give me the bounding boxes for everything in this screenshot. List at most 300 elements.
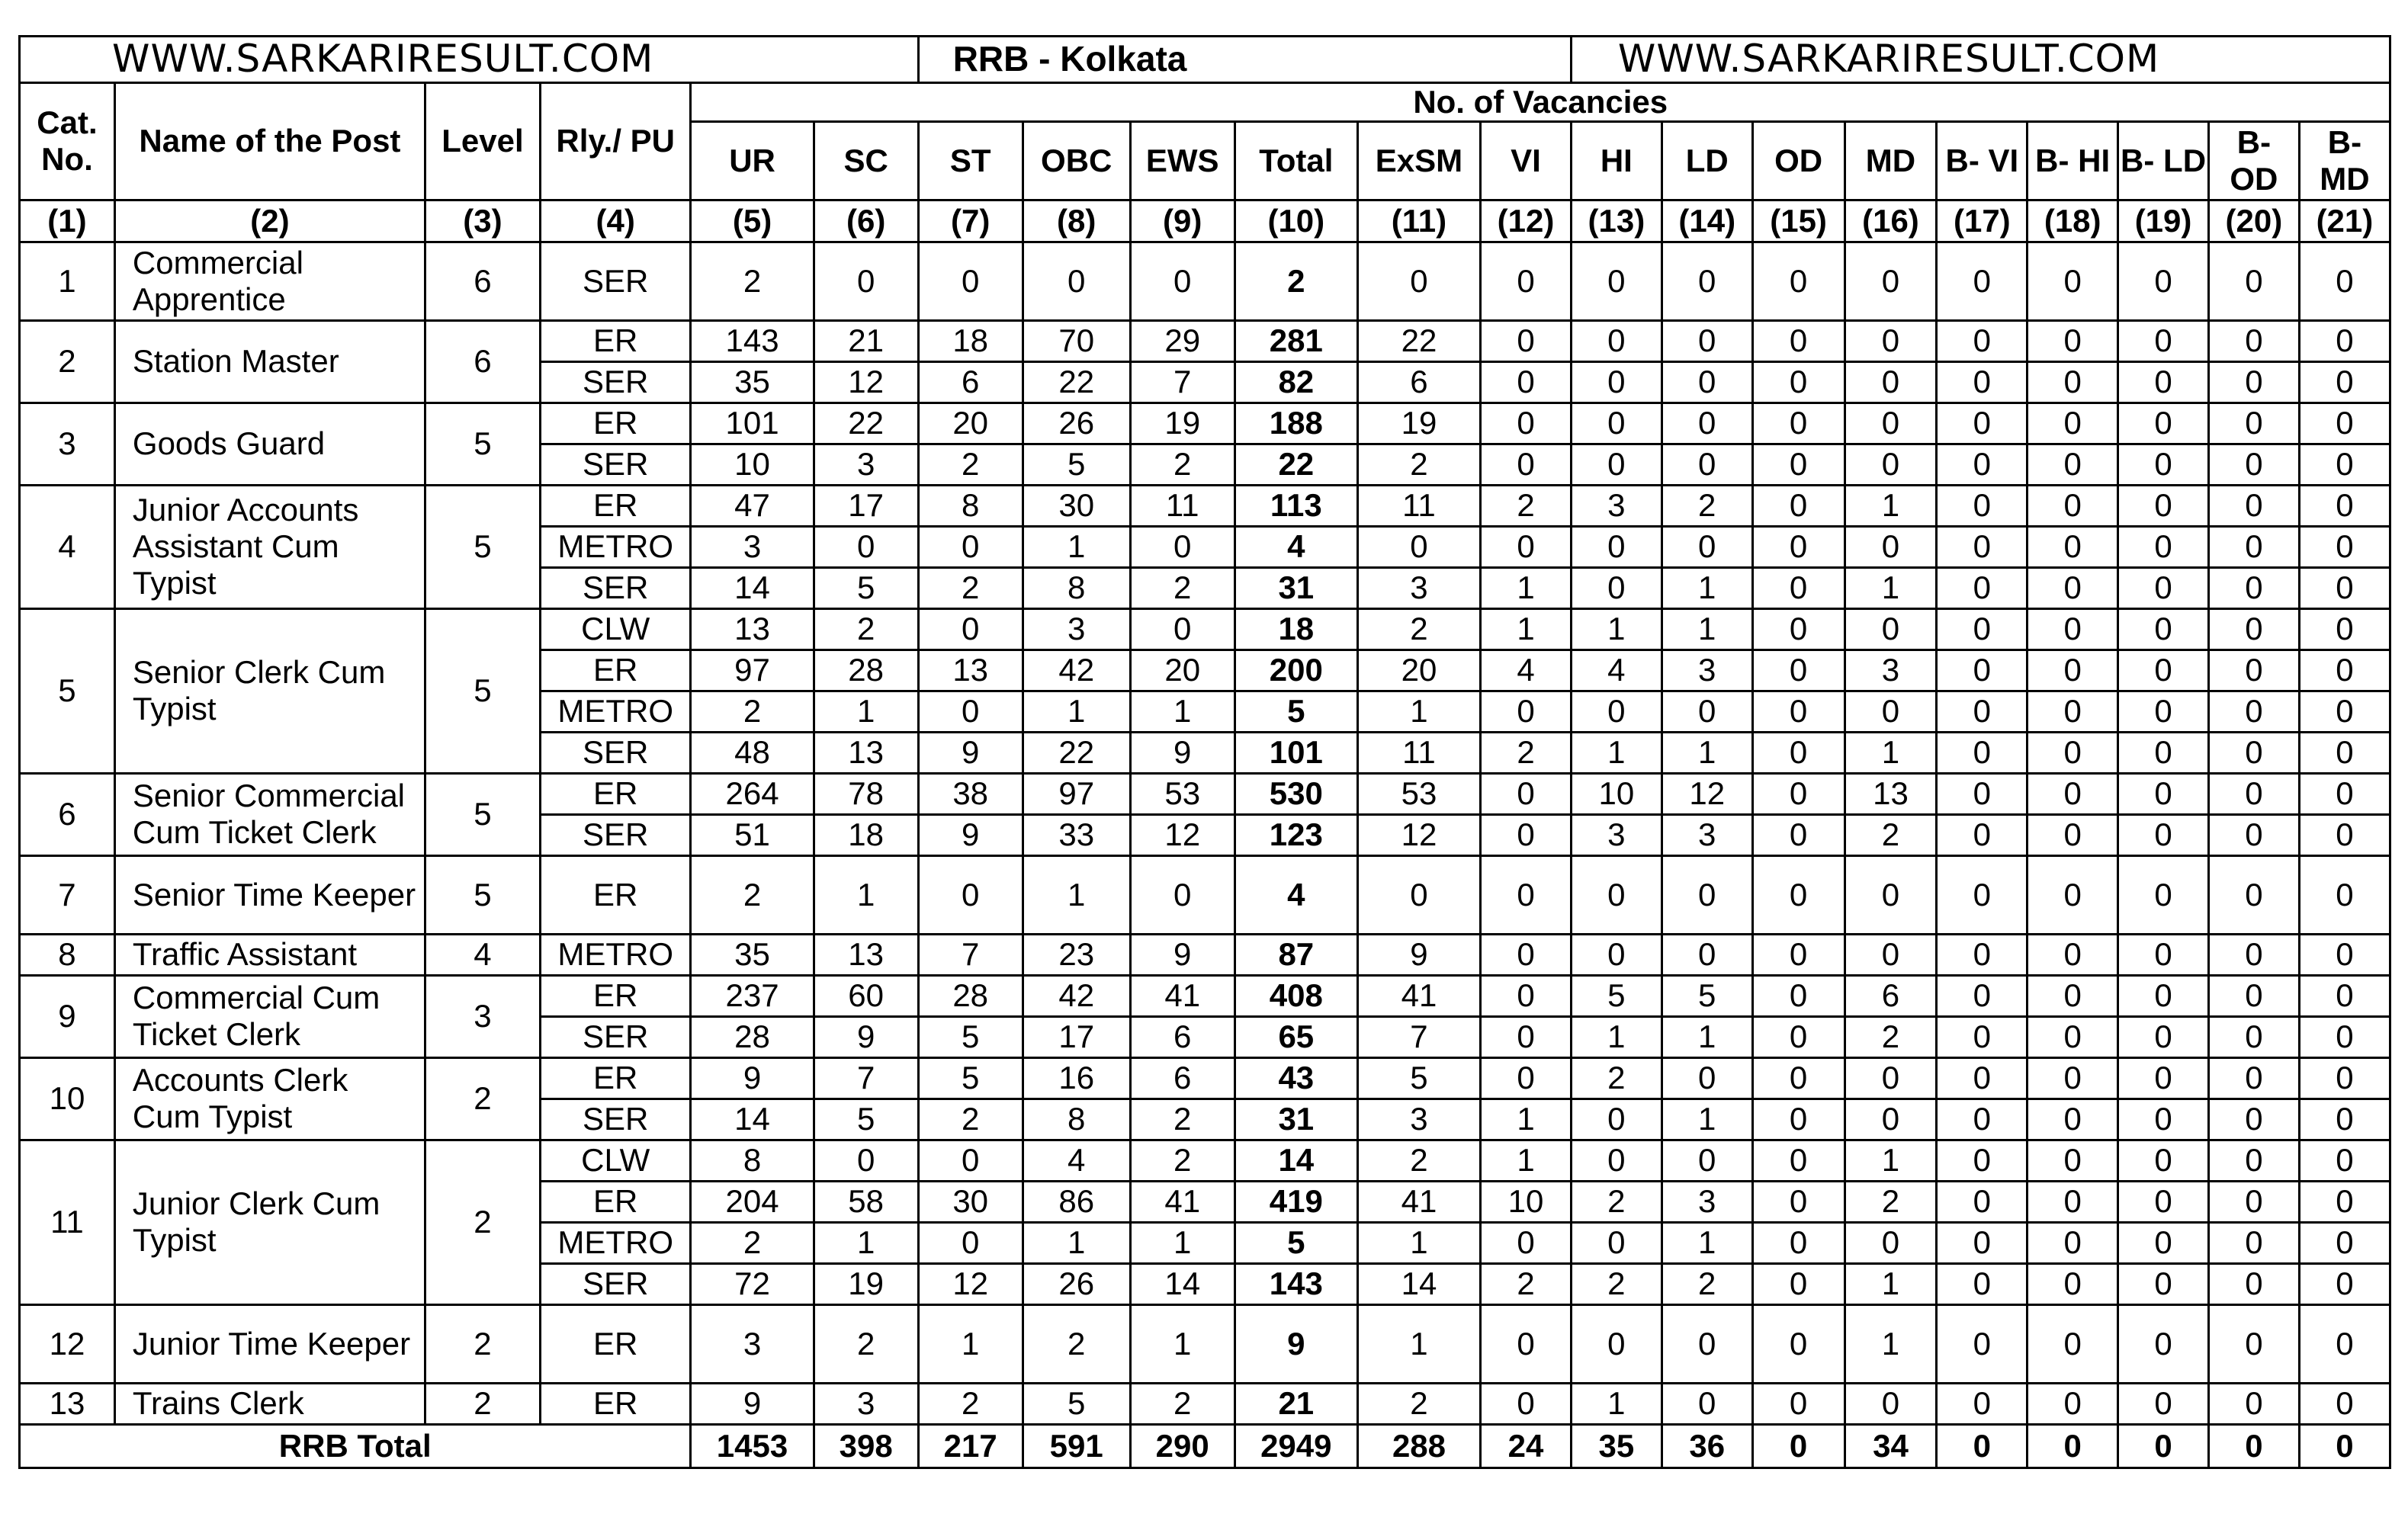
post-name-cell: Senior Time Keeper xyxy=(114,855,425,934)
vacancy-cell: 0 xyxy=(2118,1140,2209,1181)
vacancy-cell: 16 xyxy=(1023,1057,1130,1099)
vacancy-cell: 0 xyxy=(2118,567,2209,608)
vacancy-cell: 18 xyxy=(814,814,918,855)
header-post-name: Name of the Post xyxy=(114,82,425,200)
vacancy-cell: 8 xyxy=(1023,1099,1130,1140)
column-number: (5) xyxy=(691,200,814,242)
vacancy-cell: 86 xyxy=(1023,1181,1130,1222)
vacancy-cell: 0 xyxy=(2028,1181,2118,1222)
total-value-cell: 36 xyxy=(1662,1424,1752,1467)
rly-pu-cell: SER xyxy=(541,361,691,403)
vacancy-cell: 0 xyxy=(2028,1222,2118,1263)
vacancy-cell: 5 xyxy=(1662,975,1752,1016)
vacancy-cell: 8 xyxy=(691,1140,814,1181)
page-title: RRB - Kolkata xyxy=(918,37,1571,83)
vacancy-cell: 0 xyxy=(1937,814,2028,855)
vacancy-cell: 0 xyxy=(1752,567,1845,608)
vacancy-cell: 0 xyxy=(2028,567,2118,608)
total-cell: 530 xyxy=(1235,773,1357,814)
vacancy-cell: 1 xyxy=(814,855,918,934)
table-row xyxy=(20,975,2390,1016)
vacancy-cell: 0 xyxy=(2299,773,2390,814)
vacancy-cell: 0 xyxy=(918,855,1023,934)
vacancy-cell: 0 xyxy=(2208,1263,2299,1304)
vacancy-cell: 0 xyxy=(2208,444,2299,485)
vacancy-cell: 0 xyxy=(2299,485,2390,526)
vacancy-cell: 3 xyxy=(691,1304,814,1383)
total-cell: 123 xyxy=(1235,814,1357,855)
rly-pu-cell: ER xyxy=(541,855,691,934)
vacancy-cell: 0 xyxy=(1752,361,1845,403)
vacancy-cell: 0 xyxy=(1130,855,1235,934)
vacancy-cell: 0 xyxy=(1571,320,1662,361)
vacancy-cell: 3 xyxy=(1571,814,1662,855)
vacancy-cell: 0 xyxy=(2299,320,2390,361)
vacancy-cell: 0 xyxy=(2028,361,2118,403)
total-cell: 4 xyxy=(1235,855,1357,934)
vacancy-cell: 0 xyxy=(1937,361,2028,403)
vacancy-cell: 0 xyxy=(2028,975,2118,1016)
vacancy-cell: 0 xyxy=(1662,403,1752,444)
vacancy-cell: 0 xyxy=(2118,975,2209,1016)
vacancy-cell: 0 xyxy=(2299,1140,2390,1181)
table-row xyxy=(20,1140,2390,1181)
vacancy-cell: 0 xyxy=(2118,650,2209,691)
vacancy-cell: 0 xyxy=(2208,975,2299,1016)
vacancy-cell: 0 xyxy=(2028,1016,2118,1057)
vacancy-cell: 0 xyxy=(1937,444,2028,485)
vacancy-cell: 0 xyxy=(1571,1099,1662,1140)
rly-pu-cell: ER xyxy=(541,1304,691,1383)
level-cell: 5 xyxy=(425,608,540,773)
vacancy-cell: 33 xyxy=(1023,814,1130,855)
header-bhi: B- HI xyxy=(2028,121,2118,200)
header-st: ST xyxy=(918,121,1023,200)
vacancy-cell: 60 xyxy=(814,975,918,1016)
vacancy-cell: 1 xyxy=(1845,485,1937,526)
vacancy-cell: 0 xyxy=(1752,1304,1845,1383)
vacancy-table xyxy=(18,35,2391,1469)
rly-pu-cell: ER xyxy=(541,650,691,691)
vacancy-cell: 9 xyxy=(1130,732,1235,773)
vacancy-cell: 0 xyxy=(2208,485,2299,526)
vacancy-cell: 3 xyxy=(1023,608,1130,650)
vacancy-cell: 12 xyxy=(814,361,918,403)
vacancy-cell: 0 xyxy=(2299,567,2390,608)
vacancy-cell: 9 xyxy=(918,732,1023,773)
vacancy-cell: 0 xyxy=(1662,1057,1752,1099)
vacancy-cell: 0 xyxy=(1937,1222,2028,1263)
header-od: OD xyxy=(1752,121,1845,200)
vacancy-cell: 1 xyxy=(1662,1016,1752,1057)
total-cell: 22 xyxy=(1235,444,1357,485)
level-cell: 6 xyxy=(425,242,540,320)
vacancy-cell: 0 xyxy=(1937,1383,2028,1424)
vacancy-cell: 13 xyxy=(814,732,918,773)
vacancy-cell: 0 xyxy=(2299,691,2390,732)
vacancy-cell: 0 xyxy=(2028,1263,2118,1304)
vacancy-cell: 0 xyxy=(1481,814,1572,855)
header-no-of-vacancies: No. of Vacancies xyxy=(691,82,2390,121)
vacancy-cell: 1 xyxy=(1023,1222,1130,1263)
vacancy-cell: 0 xyxy=(1662,1383,1752,1424)
column-number: (18) xyxy=(2028,200,2118,242)
vacancy-cell: 0 xyxy=(1571,691,1662,732)
vacancy-cell: 1 xyxy=(814,691,918,732)
vacancy-cell: 0 xyxy=(1752,691,1845,732)
vacancy-cell: 0 xyxy=(2028,855,2118,934)
vacancy-cell: 0 xyxy=(1752,1181,1845,1222)
vacancy-cell: 22 xyxy=(1023,732,1130,773)
vacancy-cell: 2 xyxy=(918,1099,1023,1140)
vacancy-cell: 0 xyxy=(1571,361,1662,403)
vacancy-cell: 0 xyxy=(2118,361,2209,403)
vacancy-cell: 0 xyxy=(2118,403,2209,444)
vacancy-cell: 1 xyxy=(1845,1263,1937,1304)
column-number: (8) xyxy=(1023,200,1130,242)
vacancy-cell: 3 xyxy=(1357,567,1480,608)
vacancy-table-wrapper xyxy=(18,35,2391,1469)
total-value-cell: 35 xyxy=(1571,1424,1662,1467)
vacancy-cell: 0 xyxy=(2118,444,2209,485)
vacancy-cell: 0 xyxy=(2118,1304,2209,1383)
vacancy-cell: 0 xyxy=(1662,320,1752,361)
total-value-cell: 0 xyxy=(1752,1424,1845,1467)
rly-pu-cell: ER xyxy=(541,1383,691,1424)
vacancy-cell: 0 xyxy=(1845,320,1937,361)
vacancy-cell: 2 xyxy=(1845,1181,1937,1222)
vacancy-cell: 237 xyxy=(691,975,814,1016)
vacancy-cell: 12 xyxy=(1130,814,1235,855)
vacancy-cell: 5 xyxy=(1571,975,1662,1016)
vacancy-cell: 0 xyxy=(1937,855,2028,934)
rly-pu-cell: SER xyxy=(541,242,691,320)
vacancy-cell: 2 xyxy=(1357,444,1480,485)
vacancy-cell: 0 xyxy=(1845,1099,1937,1140)
vacancy-cell: 10 xyxy=(1571,773,1662,814)
vacancy-cell: 17 xyxy=(814,485,918,526)
vacancy-cell: 0 xyxy=(1662,691,1752,732)
vacancy-cell: 0 xyxy=(2299,934,2390,975)
total-cell: 14 xyxy=(1235,1140,1357,1181)
vacancy-cell: 0 xyxy=(2208,403,2299,444)
vacancy-cell: 0 xyxy=(1845,242,1937,320)
vacancy-cell: 0 xyxy=(2299,1222,2390,1263)
total-cell: 9 xyxy=(1235,1304,1357,1383)
vacancy-cell: 2 xyxy=(918,444,1023,485)
vacancy-cell: 0 xyxy=(2299,1263,2390,1304)
total-cell: 82 xyxy=(1235,361,1357,403)
rly-pu-cell: METRO xyxy=(541,691,691,732)
vacancy-cell: 42 xyxy=(1023,975,1130,1016)
vacancy-cell: 8 xyxy=(918,485,1023,526)
vacancy-cell: 0 xyxy=(1937,608,2028,650)
vacancy-cell: 97 xyxy=(1023,773,1130,814)
vacancy-cell: 0 xyxy=(1571,855,1662,934)
vacancy-cell: 204 xyxy=(691,1181,814,1222)
vacancy-cell: 7 xyxy=(814,1057,918,1099)
title-row xyxy=(20,37,2390,83)
vacancy-cell: 0 xyxy=(1481,1222,1572,1263)
post-name-cell: Trains Clerk xyxy=(114,1383,425,1424)
vacancy-cell: 0 xyxy=(1571,403,1662,444)
total-value-cell: 34 xyxy=(1845,1424,1937,1467)
vacancy-cell: 0 xyxy=(2208,732,2299,773)
column-number-row xyxy=(20,200,2390,242)
vacancy-cell: 35 xyxy=(691,361,814,403)
vacancy-cell: 0 xyxy=(2299,732,2390,773)
vacancy-cell: 2 xyxy=(1130,444,1235,485)
vacancy-cell: 10 xyxy=(1481,1181,1572,1222)
post-name-cell: Traffic Assistant xyxy=(114,934,425,975)
vacancy-cell: 0 xyxy=(1481,691,1572,732)
table-row xyxy=(20,1383,2390,1424)
vacancy-cell: 0 xyxy=(1662,444,1752,485)
vacancy-cell: 0 xyxy=(1130,526,1235,567)
column-number: (12) xyxy=(1481,200,1572,242)
vacancy-cell: 0 xyxy=(2208,242,2299,320)
vacancy-cell: 0 xyxy=(1752,650,1845,691)
vacancy-cell: 0 xyxy=(2028,403,2118,444)
vacancy-cell: 1 xyxy=(1357,1222,1480,1263)
cat-no-cell: 3 xyxy=(20,403,115,485)
header-exsm: ExSM xyxy=(1357,121,1480,200)
vacancy-cell: 0 xyxy=(2118,732,2209,773)
vacancy-cell: 0 xyxy=(2028,691,2118,732)
header-ld: LD xyxy=(1662,121,1752,200)
vacancy-cell: 12 xyxy=(918,1263,1023,1304)
vacancy-cell: 22 xyxy=(1023,361,1130,403)
vacancy-cell: 1 xyxy=(1130,1304,1235,1383)
vacancy-cell: 0 xyxy=(2299,650,2390,691)
vacancy-cell: 5 xyxy=(814,567,918,608)
vacancy-cell: 0 xyxy=(1662,1140,1752,1181)
vacancy-cell: 29 xyxy=(1130,320,1235,361)
total-cell: 65 xyxy=(1235,1016,1357,1057)
total-cell: 143 xyxy=(1235,1263,1357,1304)
vacancy-cell: 0 xyxy=(2299,444,2390,485)
rly-pu-cell: ER xyxy=(541,320,691,361)
vacancy-cell: 22 xyxy=(814,403,918,444)
vacancy-cell: 0 xyxy=(1937,1263,2028,1304)
vacancy-cell: 0 xyxy=(814,242,918,320)
total-cell: 281 xyxy=(1235,320,1357,361)
vacancy-cell: 41 xyxy=(1357,975,1480,1016)
vacancy-cell: 0 xyxy=(1752,1016,1845,1057)
vacancy-cell: 2 xyxy=(1130,567,1235,608)
vacancy-cell: 0 xyxy=(1571,242,1662,320)
vacancy-cell: 7 xyxy=(918,934,1023,975)
post-name-cell: Station Master xyxy=(114,320,425,403)
vacancy-cell: 0 xyxy=(2208,814,2299,855)
vacancy-cell: 0 xyxy=(1752,242,1845,320)
vacancy-cell: 1 xyxy=(1481,1140,1572,1181)
vacancy-cell: 2 xyxy=(814,1304,918,1383)
vacancy-cell: 0 xyxy=(2299,1383,2390,1424)
vacancy-cell: 3 xyxy=(814,444,918,485)
vacancy-cell: 0 xyxy=(2299,242,2390,320)
vacancy-cell: 2 xyxy=(1481,1263,1572,1304)
vacancy-cell: 0 xyxy=(1571,1222,1662,1263)
column-number: (11) xyxy=(1357,200,1480,242)
vacancy-cell: 13 xyxy=(814,934,918,975)
vacancy-cell: 0 xyxy=(1752,444,1845,485)
site-watermark-right: WWW.SARKARIRESULT.COM xyxy=(1571,37,2390,83)
vacancy-cell: 3 xyxy=(1662,650,1752,691)
vacancy-cell: 0 xyxy=(2208,608,2299,650)
vacancy-cell: 53 xyxy=(1357,773,1480,814)
column-number: (19) xyxy=(2118,200,2209,242)
total-value-cell: 217 xyxy=(918,1424,1023,1467)
vacancy-cell: 0 xyxy=(1752,855,1845,934)
vacancy-cell: 1 xyxy=(1130,691,1235,732)
vacancy-cell: 11 xyxy=(1357,485,1480,526)
vacancy-cell: 0 xyxy=(2028,1304,2118,1383)
vacancy-cell: 1 xyxy=(1845,1140,1937,1181)
total-row xyxy=(20,1424,2390,1467)
vacancy-cell: 2 xyxy=(814,608,918,650)
column-number: (20) xyxy=(2208,200,2299,242)
vacancy-cell: 0 xyxy=(2028,1383,2118,1424)
vacancy-cell: 2 xyxy=(691,242,814,320)
post-name-cell: Accounts Clerk Cum Typist xyxy=(114,1057,425,1140)
level-cell: 6 xyxy=(425,320,540,403)
vacancy-cell: 1 xyxy=(1571,608,1662,650)
vacancy-cell: 19 xyxy=(814,1263,918,1304)
vacancy-cell: 9 xyxy=(1357,934,1480,975)
vacancy-cell: 0 xyxy=(1752,1263,1845,1304)
vacancy-cell: 9 xyxy=(1130,934,1235,975)
column-number: (6) xyxy=(814,200,918,242)
cat-no-cell: 9 xyxy=(20,975,115,1057)
post-name-cell: Commercial Apprentice xyxy=(114,242,425,320)
vacancy-cell: 1 xyxy=(1845,567,1937,608)
vacancy-cell: 0 xyxy=(1845,444,1937,485)
vacancy-cell: 0 xyxy=(1571,934,1662,975)
vacancy-cell: 28 xyxy=(814,650,918,691)
vacancy-cell: 0 xyxy=(1571,1140,1662,1181)
vacancy-cell: 0 xyxy=(1130,242,1235,320)
column-number: (4) xyxy=(541,200,691,242)
vacancy-cell: 13 xyxy=(1845,773,1937,814)
vacancy-cell: 1 xyxy=(1662,608,1752,650)
column-number: (10) xyxy=(1235,200,1357,242)
vacancy-cell: 0 xyxy=(1752,814,1845,855)
vacancy-cell: 0 xyxy=(1662,855,1752,934)
vacancy-cell: 0 xyxy=(2208,1099,2299,1140)
vacancy-cell: 0 xyxy=(2118,1099,2209,1140)
vacancy-cell: 0 xyxy=(1571,1304,1662,1383)
vacancy-cell: 3 xyxy=(814,1383,918,1424)
total-value-cell: 24 xyxy=(1481,1424,1572,1467)
post-name-cell: Junior Clerk Cum Typist xyxy=(114,1140,425,1304)
post-name-cell: Commercial Cum Ticket Clerk xyxy=(114,975,425,1057)
header-sc: SC xyxy=(814,121,918,200)
vacancy-cell: 3 xyxy=(1845,650,1937,691)
vacancy-cell: 0 xyxy=(2299,814,2390,855)
vacancy-cell: 1 xyxy=(1481,608,1572,650)
vacancy-cell: 11 xyxy=(1130,485,1235,526)
vacancy-cell: 0 xyxy=(1752,773,1845,814)
header-ur: UR xyxy=(691,121,814,200)
vacancy-cell: 58 xyxy=(814,1181,918,1222)
rly-pu-cell: METRO xyxy=(541,1222,691,1263)
header-hi: HI xyxy=(1571,121,1662,200)
column-number: (1) xyxy=(20,200,115,242)
vacancy-cell: 0 xyxy=(1481,444,1572,485)
header-total: Total xyxy=(1235,121,1357,200)
vacancy-cell: 0 xyxy=(1937,732,2028,773)
level-cell: 5 xyxy=(425,773,540,855)
vacancy-cell: 0 xyxy=(814,1140,918,1181)
vacancy-cell: 97 xyxy=(691,650,814,691)
vacancy-cell: 3 xyxy=(1571,485,1662,526)
table-row xyxy=(20,1304,2390,1383)
vacancy-cell: 42 xyxy=(1023,650,1130,691)
table-row xyxy=(20,485,2390,526)
vacancy-cell: 7 xyxy=(1357,1016,1480,1057)
vacancy-cell: 1 xyxy=(1662,1099,1752,1140)
vacancy-cell: 48 xyxy=(691,732,814,773)
vacancy-cell: 101 xyxy=(691,403,814,444)
vacancy-cell: 0 xyxy=(1752,608,1845,650)
vacancy-cell: 2 xyxy=(1571,1181,1662,1222)
vacancy-cell: 0 xyxy=(1937,320,2028,361)
vacancy-cell: 1 xyxy=(814,1222,918,1263)
vacancy-cell: 5 xyxy=(814,1099,918,1140)
vacancy-cell: 6 xyxy=(918,361,1023,403)
vacancy-cell: 0 xyxy=(2299,403,2390,444)
vacancy-cell: 0 xyxy=(1937,1099,2028,1140)
vacancy-cell: 1 xyxy=(1662,1222,1752,1263)
vacancy-cell: 3 xyxy=(1662,1181,1752,1222)
vacancy-cell: 1 xyxy=(1845,1304,1937,1383)
vacancy-cell: 0 xyxy=(918,691,1023,732)
vacancy-cell: 1 xyxy=(1845,732,1937,773)
header-ews: EWS xyxy=(1130,121,1235,200)
header-md: MD xyxy=(1845,121,1937,200)
vacancy-cell: 0 xyxy=(1571,567,1662,608)
vacancy-cell: 2 xyxy=(1130,1099,1235,1140)
vacancy-cell: 0 xyxy=(1481,773,1572,814)
total-value-cell: 0 xyxy=(1937,1424,2028,1467)
vacancy-cell: 5 xyxy=(1357,1057,1480,1099)
vacancy-cell: 0 xyxy=(2118,320,2209,361)
total-cell: 200 xyxy=(1235,650,1357,691)
level-cell: 2 xyxy=(425,1057,540,1140)
vacancy-cell: 0 xyxy=(1937,242,2028,320)
vacancy-cell: 1 xyxy=(1481,567,1572,608)
vacancy-cell: 0 xyxy=(1937,485,2028,526)
vacancy-cell: 0 xyxy=(2208,650,2299,691)
vacancy-cell: 0 xyxy=(2028,732,2118,773)
level-cell: 3 xyxy=(425,975,540,1057)
vacancy-cell: 5 xyxy=(918,1057,1023,1099)
level-cell: 2 xyxy=(425,1140,540,1304)
level-cell: 2 xyxy=(425,1383,540,1424)
vacancy-cell: 2 xyxy=(918,1383,1023,1424)
vacancy-cell: 2 xyxy=(1130,1140,1235,1181)
vacancy-cell: 0 xyxy=(2028,242,2118,320)
header-level: Level xyxy=(425,82,540,200)
vacancy-cell: 0 xyxy=(2118,814,2209,855)
vacancy-cell: 0 xyxy=(1662,1304,1752,1383)
vacancy-cell: 0 xyxy=(1752,1222,1845,1263)
vacancy-cell: 3 xyxy=(691,526,814,567)
vacancy-cell: 1 xyxy=(1023,691,1130,732)
vacancy-cell: 0 xyxy=(1845,934,1937,975)
vacancy-cell: 0 xyxy=(2028,773,2118,814)
